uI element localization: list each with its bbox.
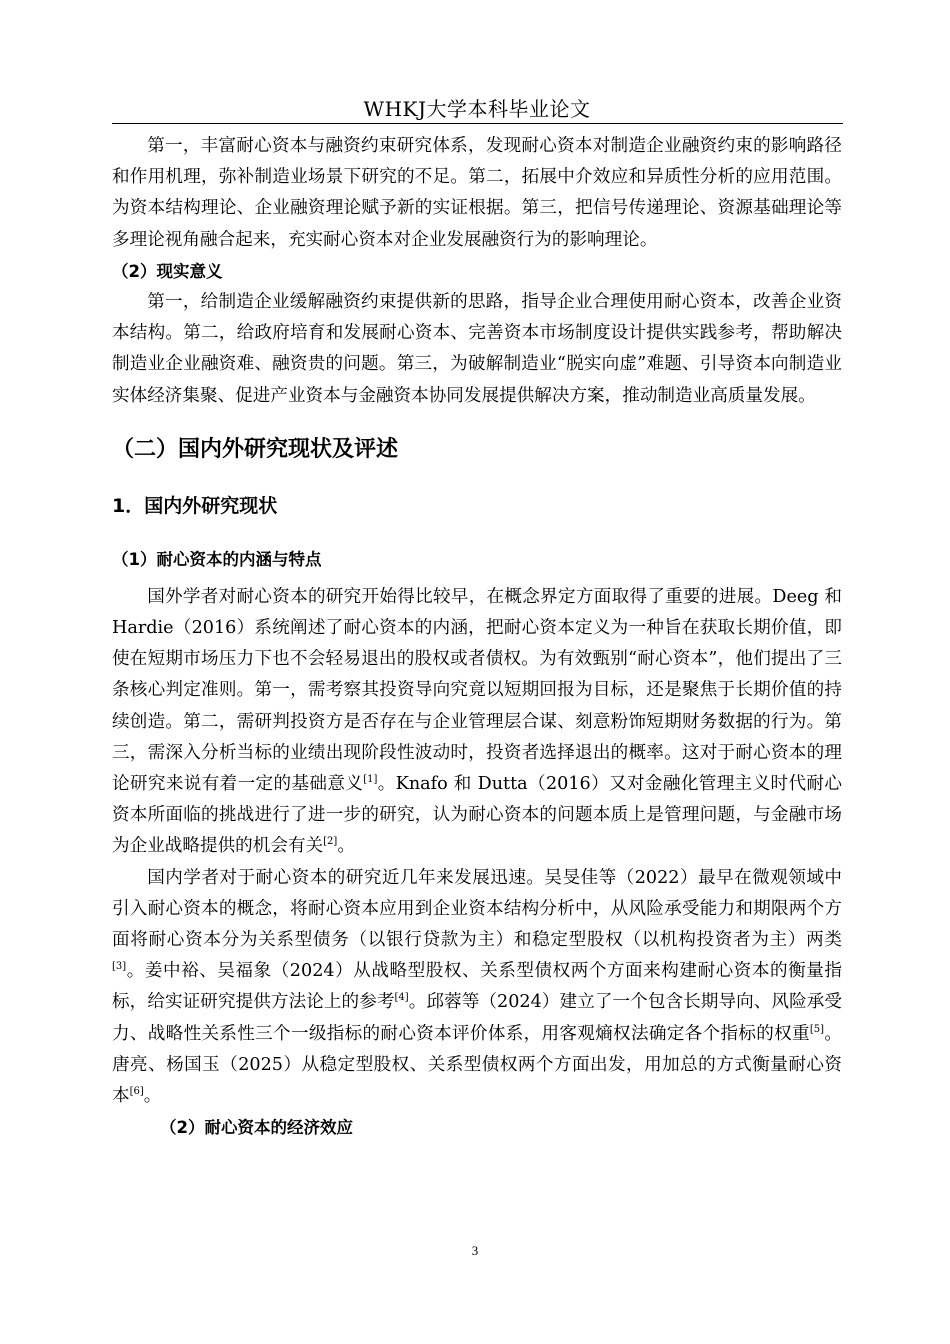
heading-economic-effects: （2）耐心资本的经济效应 — [160, 1118, 353, 1138]
text-run: 。Knafo 和 Dutta（2016）又对金融化管理主义时代耐心资本所面临的挑战进行了进一步的研究，认为耐心资本的问题本质上是管理问题，与金融市场为企业战略提供的机会有关 — [112, 774, 842, 857]
header-divider — [112, 123, 843, 124]
heading-connotation: （1）耐心资本的内涵与特点 — [112, 549, 322, 569]
page-header-title: WHKJ大学本科毕业论文 — [363, 97, 591, 121]
section-heading-research-review: （二）国内外研究现状及评述 — [112, 436, 399, 462]
citation-1[interactable]: [1] — [363, 774, 378, 786]
page-number: 3 — [471, 1243, 479, 1258]
paragraph-practical-significance: 第一，给制造企业缓解融资约束提供新的思路，指导企业合理使用耐心资本，改善企业资本结构。第二，给政府培育和发展耐心资本、完善资本市场制度设计提供实践参考，帮助解决制造业企业融资难、融资贵的问题。第三，为破解制造业“脱实向虚”难题、引导资本向制造业实体经济集聚、促进产业资本与金融资本协同发展提供解决方案，推动制造业高质量发展。 — [112, 292, 842, 406]
paragraph-domestic-research — [112, 863, 842, 1113]
paragraph-foreign-research — [112, 582, 842, 863]
heading-practical-significance: （2）现实意义 — [112, 261, 223, 281]
subsection-heading-research-status: 1．国内外研究现状 — [112, 494, 278, 517]
text-run: 。姜中裕、吴福象（2024）从战略型股权、关系型债权两个方面来构建耐心资本的衡量指标，给实证研究提供方法论上的参考 — [112, 961, 842, 1013]
citation-3[interactable]: [3] — [112, 961, 127, 973]
document-body — [112, 131, 842, 1143]
text-run: 。唐亮、杨国玉（2025）从稳定型股权、关系型债权两个方面出发，用加总的方式衡量耐心资本 — [112, 1023, 842, 1107]
citation-6[interactable]: [6] — [129, 1086, 144, 1098]
text-run: 国内学者对于耐心资本的研究近几年来发展迅速。吴旻佳等（2022）最早在微观领域中引入耐心资本的概念，将耐心资本应用到企业资本结构分析中，从风险承受能力和期限两个方面将耐心资本分为关系型债务（以银行贷款为主）和稳定型股权（以机构投资者为主）两类 — [112, 867, 842, 951]
text-run: 。 — [337, 836, 355, 857]
citation-4[interactable]: [4] — [394, 992, 409, 1004]
text-run: 。邱蓉等（2024）建立了一个包含长期导向、风险承受力、战略性关系性三个一级指标的耐心资本评价体系，用客观熵权法确定各个指标的权重 — [112, 992, 842, 1044]
citation-5[interactable]: [5] — [809, 1023, 825, 1035]
paragraph-theoretical-significance: 第一，丰富耐心资本与融资约束研究体系，发现耐心资本对制造企业融资约束的影响路径和作用机理，弥补制造业场景下研究的不足。第二，拓展中介效应和异质性分析的应用范围。为资本结构理论、企业融资理论赋予新的实证根据。第三，把信号传递理论、资源基础理论等多理论视角融合起来，充实耐心资本对企业发展融资行为的影响理论。 — [112, 136, 842, 250]
text-run: 国外学者对耐心资本的研究开始得比较早，在概念界定方面取得了重要的进展。Deeg 和 Hardie（2016）系统阐述了耐心资本的内涵，把耐心资本定义为一种旨在获取长期价值，即使在短期市场压力下也不会轻易退出的股权或者债权。为有效甄别“耐心资本”，他们提出了三条核心判定准则。第一，需考察其投资导向究竟以短期回报为目标，还是聚焦于长期价值的持续创造。第二，需研判投资方是否存在与企业管理层合谋、刻意粉饰短期财务数据的行为。第三，需深入分析当标的业绩出现阶段性波动时，投资者选择退出的概率。这对于耐心资本的理论研究来说有着一定的基础意义 — [112, 586, 842, 795]
text-run: 。 — [143, 1086, 162, 1107]
citation-2[interactable]: [2] — [323, 836, 338, 848]
